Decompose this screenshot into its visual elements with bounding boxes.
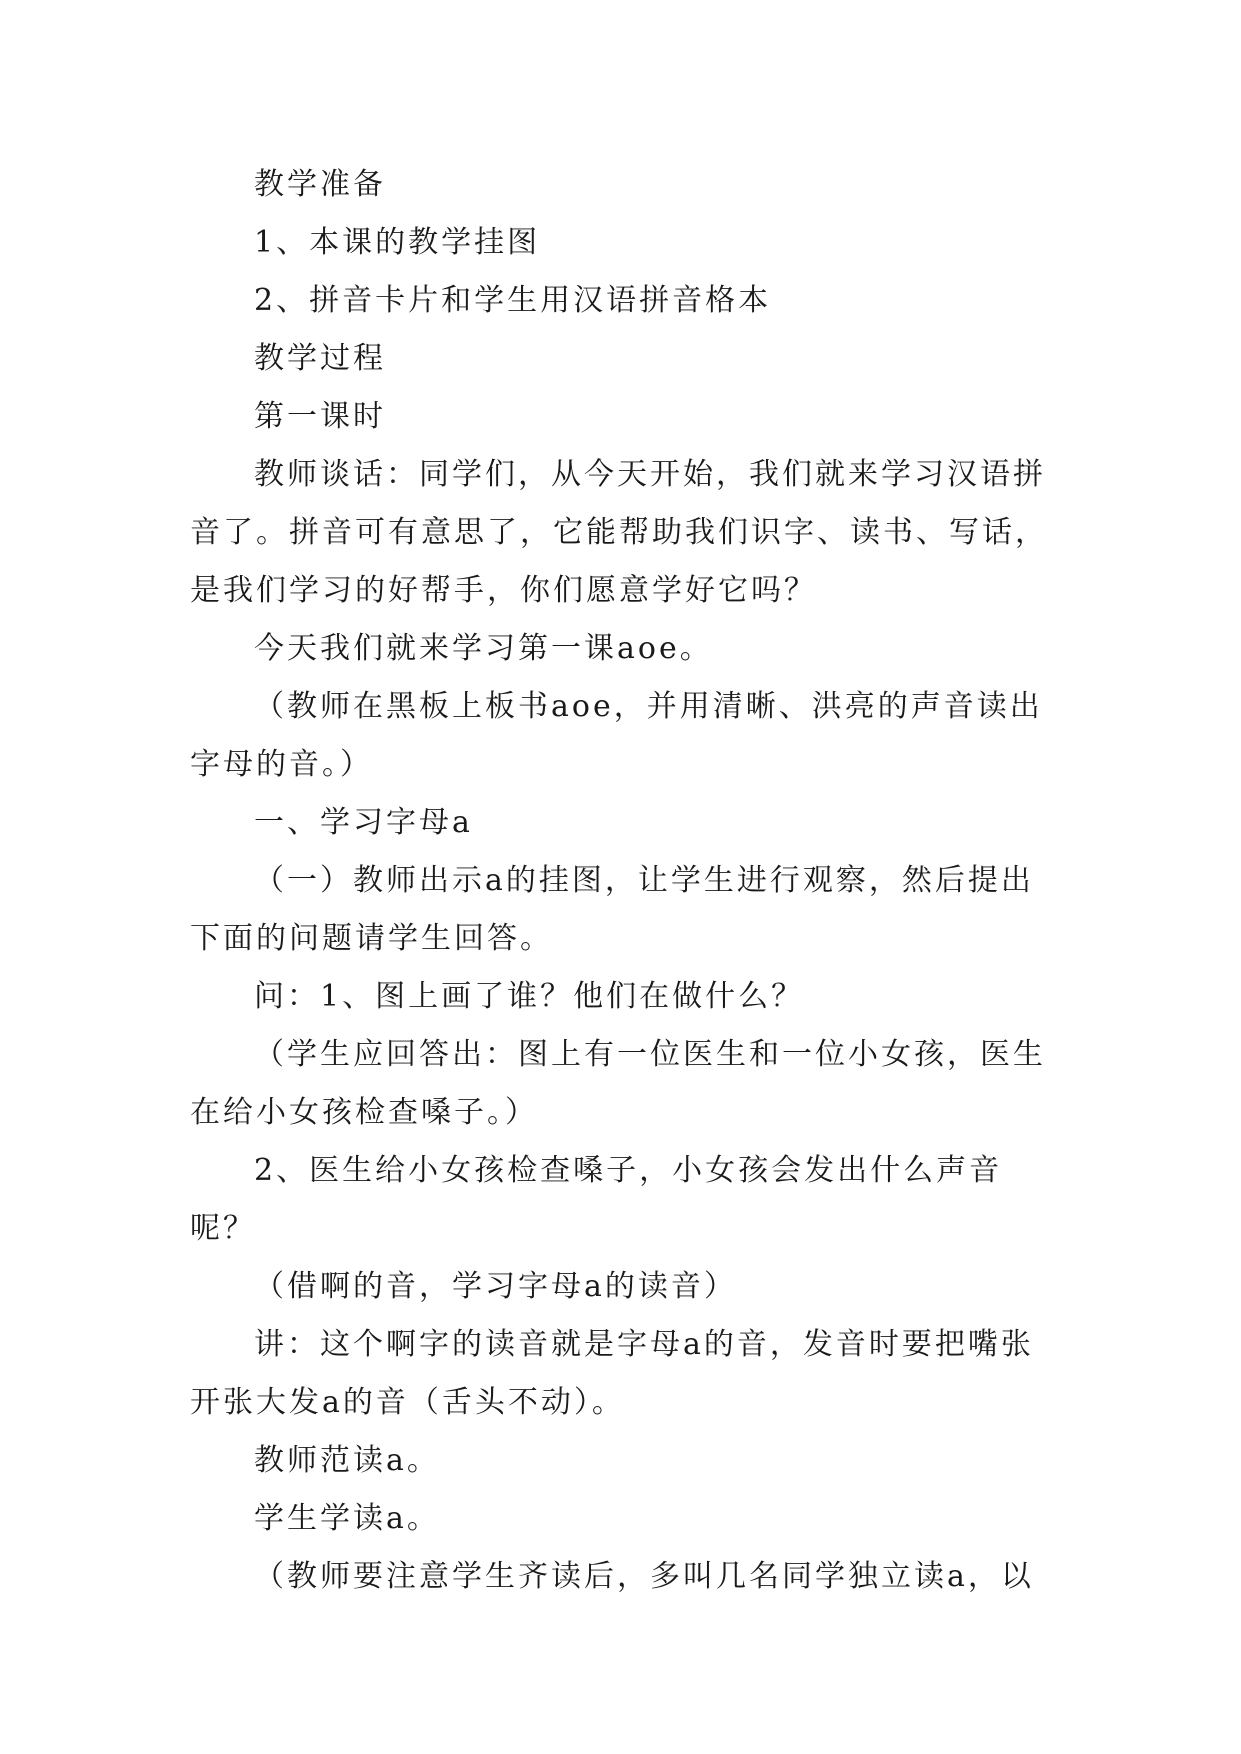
paragraph-reading-note: （教师要注意学生齐读后，多叫几名同学独立读a，以 — [254, 1559, 1034, 1594]
paragraph-students-read: 学生学读a。 — [254, 1501, 440, 1536]
paragraph-answer-1: （学生应回答出：图上有一位医生和一位小女孩，医生在给小女孩检查嗓子。） — [190, 1037, 1046, 1130]
heading-teaching-process: 教学过程 — [254, 341, 386, 376]
paragraph-show-chart: （一）教师出示a的挂图，让学生进行观察，然后提出下面的问题请学生回答。 — [190, 863, 1034, 956]
document-body — [190, 156, 1060, 1606]
paragraph-pronunciation-note: （借啊的音，学习字母a的读音） — [254, 1269, 737, 1304]
paragraph-question-1: 问：1、图上画了谁？他们在做什么？ — [254, 979, 805, 1014]
paragraph-question-2: 2、医生给小女孩检查嗓子，小女孩会发出什么声音呢？ — [190, 1153, 1003, 1246]
paragraph-lesson-intro: 今天我们就来学习第一课aoe。 — [254, 631, 713, 666]
heading-first-lesson: 第一课时 — [254, 399, 386, 434]
list-item-pinyin-cards: 2、拼音卡片和学生用汉语拼音格本 — [254, 283, 772, 318]
heading-learn-letter-a: 一、学习字母a — [254, 805, 473, 840]
list-item-teaching-chart: 1、本课的教学挂图 — [254, 225, 541, 260]
paragraph-teacher-talk: 教师谈话：同学们，从今天开始，我们就来学习汉语拼音了。拼音可有意思了，它能帮助我们识字、读书、写话，是我们学习的好帮手，你们愿意学好它吗？ — [190, 457, 1048, 608]
paragraph-teacher-reads: 教师范读a。 — [254, 1443, 440, 1478]
heading-teaching-preparation: 教学准备 — [254, 167, 386, 202]
paragraph-board-writing: （教师在黑板上板书aoe，并用清晰、洪亮的声音读出字母的音。） — [190, 689, 1043, 782]
paragraph-explanation: 讲：这个啊字的读音就是字母a的音，发音时要把嘴张开张大发a的音（舌头不动）。 — [190, 1327, 1034, 1420]
